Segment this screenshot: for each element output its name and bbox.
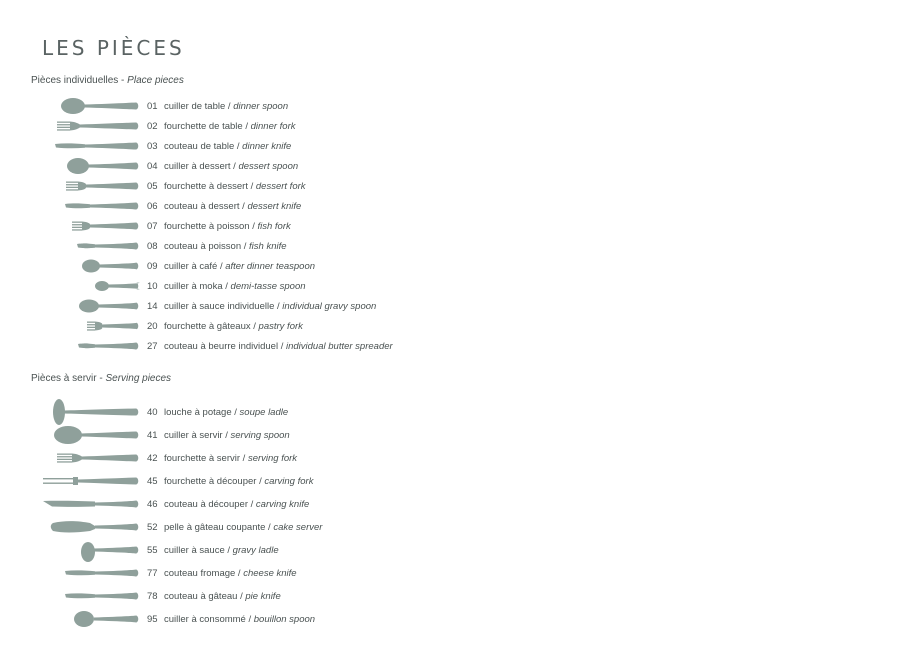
list-item [0,496,500,512]
place-pieces-heading: Pièces individuelles - Place pieces [31,75,184,86]
item-number: 10 [147,280,158,292]
item-number: 77 [147,567,158,579]
item-label [164,281,306,292]
list-item [0,588,500,604]
item-number: 95 [147,613,158,625]
item-label-fr: cuiller à sauce individuelle / [164,300,283,312]
item-number: 01 [147,100,158,112]
item-label [164,407,288,418]
item-label-en: bouillon spoon [253,613,316,625]
item-label [164,568,297,579]
item-number: 14 [147,300,158,312]
item-number: 52 [147,521,158,533]
item-number: 55 [147,544,158,556]
item-label-fr: fourchette à servir / [164,452,248,464]
item-number: 08 [147,240,158,252]
list-item [0,473,500,489]
item-label [164,201,301,212]
serving-pieces-heading: Pièces à servir - Serving pieces [31,373,172,384]
item-label-fr: fourchette à dessert / [164,180,256,192]
item-label [164,430,290,441]
item-number: 78 [147,590,158,602]
item-label [164,301,376,312]
item-label-en: individual butter spreader [286,340,393,352]
item-label-en: fish knife [249,240,287,252]
item-label [164,101,288,112]
item-label-en: dinner knife [242,140,292,152]
item-number: 06 [147,200,158,212]
list-item [0,338,500,354]
item-label [164,499,309,510]
bouillon-spoon-icon [40,604,140,634]
item-number: 07 [147,220,158,232]
item-label-fr: couteau à gâteau / [164,590,246,602]
item-label [164,261,315,272]
item-label-en: gravy ladle [232,544,279,556]
item-label-fr: fourchette de table / [164,120,251,132]
item-label-fr: cuiller à servir / [164,429,231,441]
list-item [0,427,500,443]
item-number: 27 [147,340,158,352]
butter-spreader-icon [40,331,140,361]
item-label-fr: cuiller à sauce / [164,544,233,556]
item-label-en: cheese knife [243,567,297,579]
item-number: 04 [147,160,158,172]
item-label-en: dessert spoon [238,160,299,172]
item-label [164,591,281,602]
item-label [164,341,393,352]
item-label-fr: cuiller à moka / [164,280,231,292]
item-label-en: demi-tasse spoon [230,280,306,292]
item-label-en: dessert knife [247,200,302,212]
item-number: 03 [147,140,158,152]
item-label [164,241,287,252]
item-number: 40 [147,406,158,418]
item-label-en: after dinner teaspoon [225,260,316,272]
item-label-en: dessert fork [255,180,306,192]
item-label-fr: couteau fromage / [164,567,244,579]
item-label-fr: fourchette à poisson / [164,220,258,232]
item-label [164,121,296,132]
list-item [0,542,500,558]
item-number: 09 [147,260,158,272]
item-label-fr: cuiller à café / [164,260,226,272]
item-label [164,614,315,625]
page-title: LES PIÈCES [42,36,185,60]
item-label [164,321,303,332]
item-label-en: soupe ladle [239,406,289,418]
list-item [0,519,500,535]
item-label-en: carving fork [264,475,314,487]
list-item [0,611,500,627]
item-number: 46 [147,498,158,510]
item-label [164,545,279,556]
item-label-en: serving spoon [230,429,290,441]
item-label [164,221,291,232]
item-label [164,181,306,192]
item-label-fr: couteau à découper / [164,498,256,510]
list-item [0,404,500,420]
item-number: 41 [147,429,158,441]
item-label-fr: fourchette à gâteaux / [164,320,259,332]
item-label [164,522,322,533]
item-number: 45 [147,475,158,487]
item-label-fr: couteau de table / [164,140,243,152]
item-number: 20 [147,320,158,332]
item-label-fr: cuiller à dessert / [164,160,239,172]
item-label-en: cake server [273,521,323,533]
item-label [164,161,298,172]
item-label-en: pastry fork [258,320,303,332]
item-label-en: carving knife [255,498,310,510]
item-label [164,476,313,487]
item-label [164,453,297,464]
item-label-fr: cuiller à consommé / [164,613,254,625]
item-label-fr: couteau à beurre individuel / [164,340,286,352]
item-label-en: serving fork [247,452,298,464]
list-item [0,565,500,581]
item-label-fr: cuiller de table / [164,100,234,112]
item-label-fr: couteau à poisson / [164,240,250,252]
item-label-en: individual gravy spoon [282,300,377,312]
item-label-fr: pelle à gâteau coupante / [164,521,274,533]
item-label-fr: fourchette à découper / [164,475,265,487]
item-label-fr: couteau à dessert / [164,200,248,212]
item-number: 42 [147,452,158,464]
item-label-en: fish fork [257,220,291,232]
item-number: 05 [147,180,158,192]
item-label-en: pie knife [245,590,281,602]
item-label-en: dinner spoon [233,100,289,112]
list-item [0,450,500,466]
item-label-fr: louche à potage / [164,406,240,418]
item-label-en: dinner fork [250,120,296,132]
item-number: 02 [147,120,158,132]
item-label [164,141,291,152]
